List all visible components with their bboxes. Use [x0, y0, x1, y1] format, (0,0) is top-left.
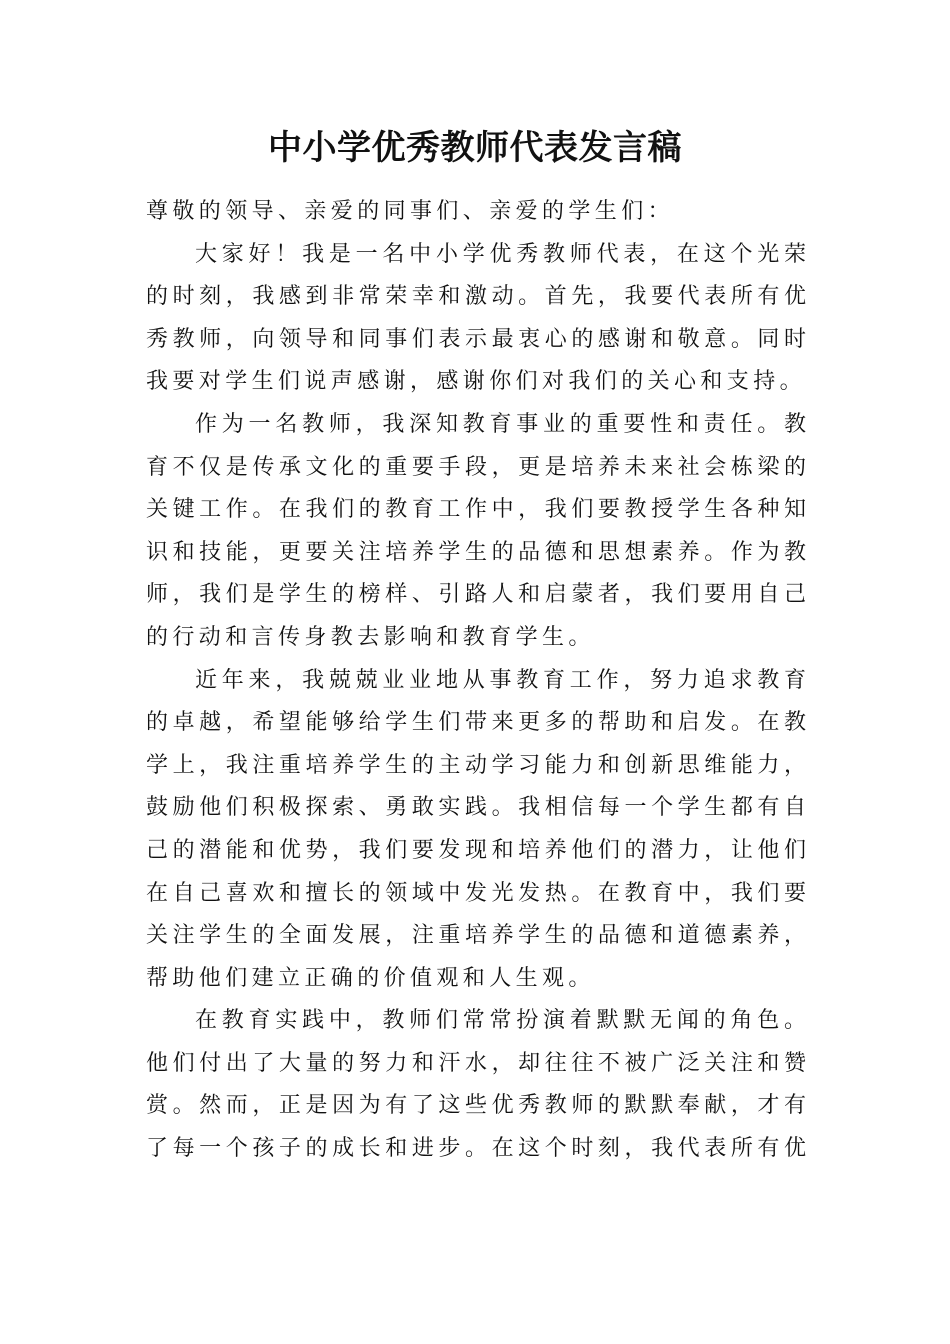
text-line: 鼓励他们积极探索、勇敢实践。我相信每一个学生都有自	[146, 795, 806, 821]
salutation-line: 尊敬的领导、亲爱的同事们、亲爱的学生们：	[146, 199, 675, 224]
text-line: 育不仅是传承文化的重要手段，更是培养未来社会栋梁的	[146, 454, 806, 480]
document-body	[146, 191, 806, 1171]
text-line: 近年来，我兢兢业业地从事教育工作，努力追求教育	[195, 667, 806, 693]
text-line: 关注学生的全面发展，注重培养学生的品德和道德素养，	[146, 923, 806, 949]
text-line: 赏。然而，正是因为有了这些优秀教师的默默奉献，才有	[146, 1093, 806, 1119]
text-line: 识和技能，更要关注培养学生的品德和思想素养。作为教	[146, 539, 806, 565]
document-title: 中小学优秀教师代表发言稿	[268, 128, 682, 168]
text-line: 学上，我注重培养学生的主动学习能力和创新思维能力，	[146, 752, 806, 778]
text-line: 关键工作。在我们的教育工作中，我们要教授学生各种知	[146, 497, 806, 523]
text-line: 的行动和言传身教去影响和教育学生。	[146, 624, 595, 650]
text-line: 的卓越，希望能够给学生们带来更多的帮助和启发。在教	[146, 710, 806, 736]
text-line: 我要对学生们说声感谢，感谢你们对我们的关心和支持。	[146, 369, 807, 395]
text-line: 的时刻，我感到非常荣幸和激动。首先，我要代表所有优	[146, 284, 806, 310]
text-line: 帮助他们建立正确的价值观和人生观。	[146, 965, 595, 991]
text-line: 他们付出了大量的努力和汗水，却往往不被广泛关注和赞	[146, 1050, 806, 1076]
text-line: 作为一名教师，我深知教育事业的重要性和责任。教	[195, 411, 806, 437]
text-line: 师，我们是学生的榜样、引路人和启蒙者，我们要用自己	[146, 582, 806, 608]
text-line: 己的潜能和优势，我们要发现和培养他们的潜力，让他们	[146, 837, 806, 863]
text-line: 大家好！我是一名中小学优秀教师代表，在这个光荣	[195, 241, 806, 267]
text-line: 了每一个孩子的成长和进步。在这个时刻，我代表所有优	[146, 1136, 806, 1162]
text-line: 秀教师，向领导和同事们表示最衷心的感谢和敬意。同时	[146, 326, 806, 352]
text-line: 在教育实践中，教师们常常扮演着默默无闻的角色。	[195, 1008, 806, 1034]
text-line: 在自己喜欢和擅长的领域中发光发热。在教育中，我们要	[146, 880, 806, 906]
